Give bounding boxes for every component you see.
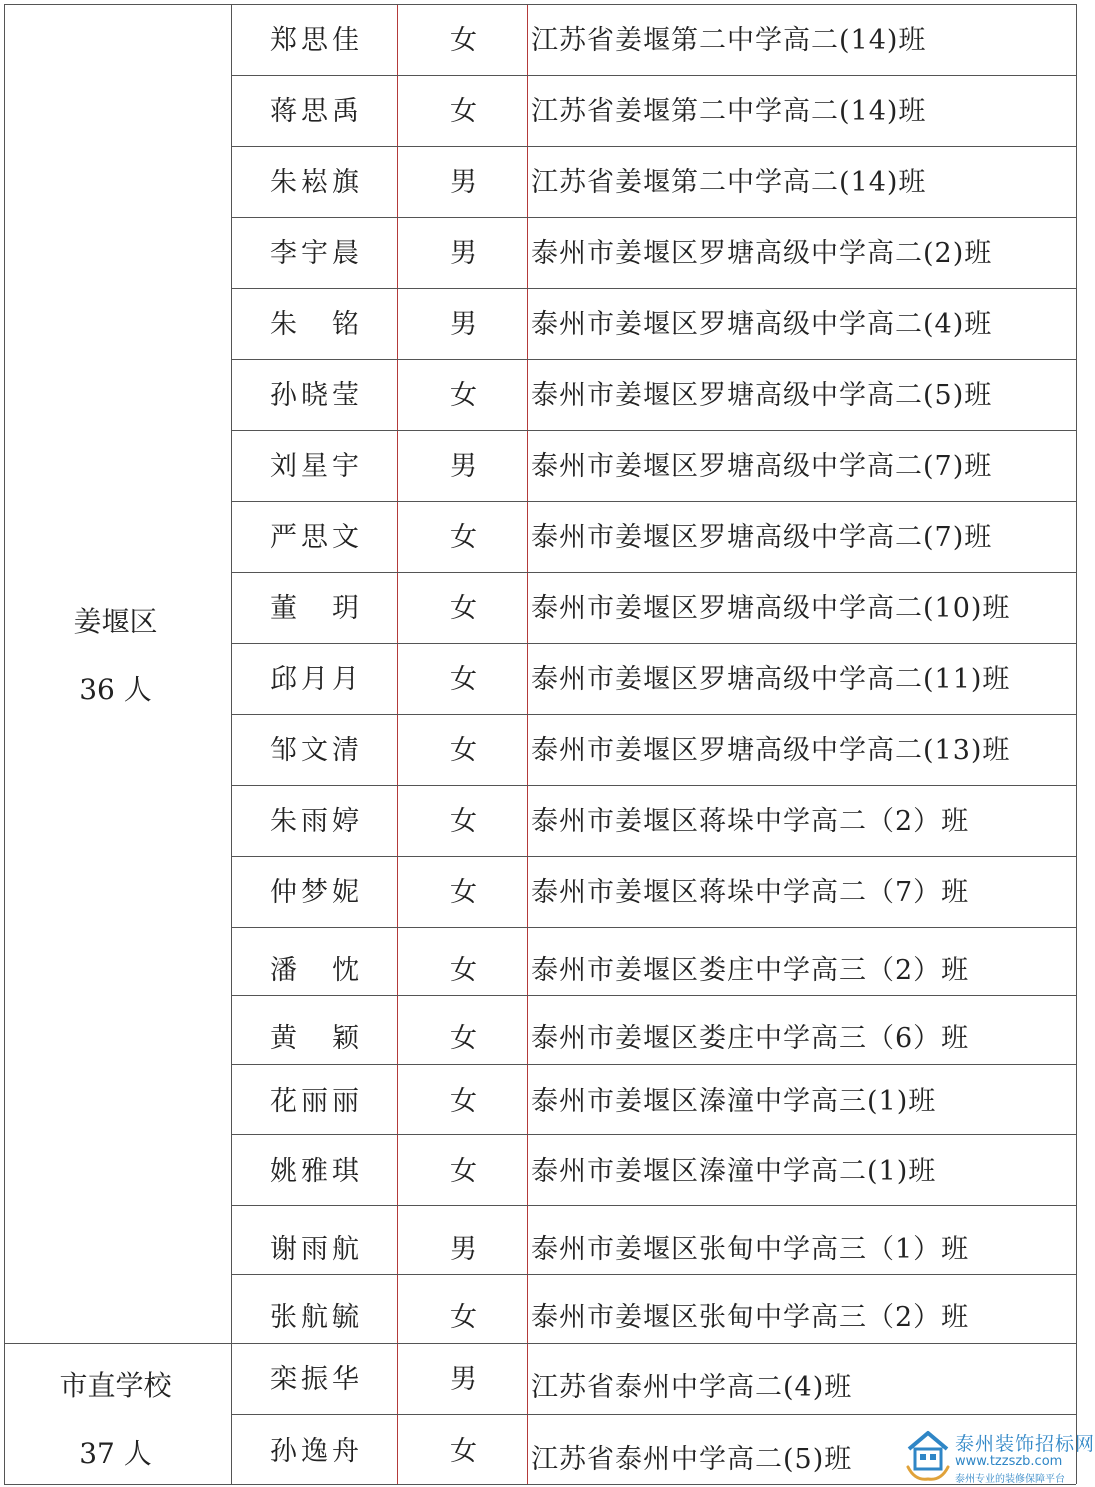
student-school-class: 江苏省姜堰第二中学高二(14)班	[531, 96, 927, 127]
student-gender: 女	[450, 1156, 477, 1187]
region-count: 36 人	[79, 673, 152, 706]
grid-line	[231, 217, 1076, 218]
student-gender: 女	[450, 735, 477, 766]
grid-line	[231, 1134, 1076, 1135]
grid-line	[231, 1274, 1076, 1275]
student-school-class: 泰州市姜堰区张甸中学高三（2）班	[531, 1302, 970, 1333]
region-name: 市直学校	[59, 1369, 172, 1402]
student-name: 朱崧旗	[270, 167, 363, 198]
student-school-class: 泰州市姜堰区娄庄中学高三（6）班	[531, 1023, 970, 1054]
grid-line	[231, 430, 1076, 431]
student-name: 朱 铭	[270, 309, 363, 340]
student-school-class: 泰州市姜堰区溱潼中学高二(1)班	[531, 1156, 937, 1187]
student-school-class: 泰州市姜堰区娄庄中学高三（2）班	[531, 955, 970, 986]
grid-line	[231, 1064, 1076, 1065]
student-gender: 女	[450, 1436, 477, 1467]
grid-line	[231, 572, 1076, 573]
grid-line	[231, 856, 1076, 857]
student-gender: 女	[450, 593, 477, 624]
student-gender: 女	[450, 25, 477, 56]
student-school-class: 江苏省泰州中学高二(4)班	[531, 1372, 853, 1403]
grid-line	[231, 1205, 1076, 1206]
student-school-class: 泰州市姜堰区罗塘高级中学高二(2)班	[531, 238, 993, 269]
student-name: 邹文清	[270, 735, 363, 766]
student-gender: 女	[450, 955, 477, 986]
student-school-class: 泰州市姜堰区溱潼中学高三(1)班	[531, 1086, 937, 1117]
student-gender: 男	[450, 1364, 477, 1395]
region-name: 姜堰区	[73, 605, 158, 638]
student-name: 董 玥	[270, 593, 363, 624]
student-school-class: 江苏省泰州中学高二(5)班	[531, 1444, 853, 1475]
watermark-subtitle: 泰州专业的装修保障平台	[955, 1474, 1065, 1485]
grid-line	[231, 995, 1076, 996]
student-name: 郑思佳	[270, 25, 363, 56]
watermark-url[interactable]: www.tzzszb.com	[955, 1454, 1063, 1469]
grid-line	[231, 288, 1076, 289]
student-school-class: 泰州市姜堰区罗塘高级中学高二(5)班	[531, 380, 993, 411]
house-icon	[905, 1427, 951, 1483]
student-gender: 女	[450, 1023, 477, 1054]
student-school-class: 泰州市姜堰区罗塘高级中学高二(11)班	[531, 664, 1011, 695]
grid-line	[231, 785, 1076, 786]
region-count: 37 人	[79, 1437, 152, 1470]
grid-line	[231, 1343, 1076, 1344]
site-watermark	[905, 1425, 1095, 1487]
student-gender: 女	[450, 1086, 477, 1117]
student-name: 花丽丽	[270, 1086, 363, 1117]
student-name: 栾振华	[270, 1364, 363, 1395]
student-name: 孙晓莹	[270, 380, 363, 411]
student-school-class: 泰州市姜堰区张甸中学高三（1）班	[531, 1234, 970, 1265]
grid-line	[231, 501, 1076, 502]
grid-line	[1076, 4, 1077, 1484]
watermark-title: 泰州装饰招标网	[955, 1433, 1095, 1455]
student-gender: 男	[450, 309, 477, 340]
grid-line	[4, 4, 5, 1484]
student-gender: 女	[450, 664, 477, 695]
student-school-class: 江苏省姜堰第二中学高二(14)班	[531, 25, 927, 56]
student-gender: 女	[450, 1302, 477, 1333]
grid-line	[397, 4, 398, 1484]
student-school-class: 泰州市姜堰区罗塘高级中学高二(13)班	[531, 735, 1011, 766]
student-gender: 男	[450, 451, 477, 482]
student-gender: 女	[450, 96, 477, 127]
student-gender: 女	[450, 877, 477, 908]
student-name: 邱月月	[270, 664, 363, 695]
student-name: 潘 忱	[270, 955, 363, 986]
student-school-class: 江苏省姜堰第二中学高二(14)班	[531, 167, 927, 198]
student-gender: 女	[450, 380, 477, 411]
student-school-class: 泰州市姜堰区蒋垛中学高二（2）班	[531, 806, 970, 837]
student-name: 蒋思禹	[270, 96, 363, 127]
grid-line	[231, 714, 1076, 715]
grid-line	[231, 4, 232, 1484]
student-school-class: 泰州市姜堰区罗塘高级中学高二(4)班	[531, 309, 993, 340]
grid-line	[231, 643, 1076, 644]
student-school-class: 泰州市姜堰区罗塘高级中学高二(7)班	[531, 522, 993, 553]
student-gender: 女	[450, 806, 477, 837]
student-gender: 女	[450, 522, 477, 553]
grid-line	[231, 927, 1076, 928]
student-gender: 男	[450, 1234, 477, 1265]
grid-line	[231, 359, 1076, 360]
student-school-class: 泰州市姜堰区蒋垛中学高二（7）班	[531, 877, 970, 908]
student-name: 严思文	[270, 522, 363, 553]
grid-line	[231, 1414, 1076, 1415]
student-name: 张航毓	[270, 1302, 363, 1333]
student-gender: 男	[450, 238, 477, 269]
student-name: 刘星宇	[270, 451, 363, 482]
student-name: 仲梦妮	[270, 877, 363, 908]
grid-line	[231, 146, 1076, 147]
student-name: 谢雨航	[270, 1234, 363, 1265]
student-gender: 男	[450, 167, 477, 198]
student-name: 朱雨婷	[270, 806, 363, 837]
region-cell-jiangyan	[0, 605, 231, 707]
student-school-class: 泰州市姜堰区罗塘高级中学高二(10)班	[531, 593, 1011, 624]
student-name: 黄 颖	[270, 1023, 363, 1054]
grid-line	[527, 4, 528, 1484]
student-name: 孙逸舟	[270, 1436, 363, 1467]
grid-line	[4, 4, 1076, 5]
grid-line	[231, 75, 1076, 76]
student-name: 姚雅琪	[270, 1156, 363, 1187]
grid-line	[4, 1343, 231, 1344]
student-school-class: 泰州市姜堰区罗塘高级中学高二(7)班	[531, 451, 993, 482]
region-cell-city-schools	[0, 1369, 231, 1471]
student-name: 李宇晨	[270, 238, 363, 269]
